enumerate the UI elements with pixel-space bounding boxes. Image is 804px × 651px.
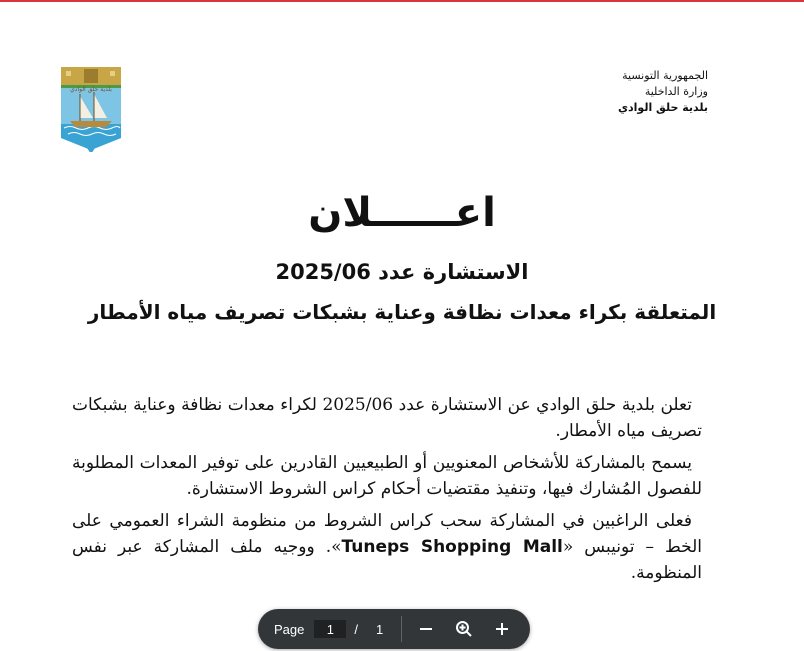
tuneps-brand: Tuneps Shopping Mall: [341, 537, 563, 557]
emblem-shield-icon: [60, 66, 122, 152]
zoom-in-button[interactable]: [488, 615, 516, 643]
paragraph-3-outro: ». ووجيه ملف المشاركة عبر نفس المنظومة.: [72, 537, 702, 583]
body-paragraph-1: تعلن بلدية حلق الوادي عن الاستشارة عدد 2025/06 لكراء معدات نظافة وعناية بشبكات تصريف مياه الأمطار.: [72, 395, 702, 441]
zoom-in-icon: [494, 621, 510, 637]
consultation-subject: المتعلقة بكراء معدات نظافة وعناية بشبكات تصريف مياه الأمطار: [87, 300, 717, 324]
municipality-emblem: [60, 66, 122, 152]
pdf-page-toolbar: [258, 609, 530, 649]
ministry-name: وزارة الداخلية: [644, 85, 708, 98]
country-name: الجمهورية التونسية: [622, 69, 708, 82]
emblem-ship-hull: [70, 121, 112, 127]
page-separator: /: [354, 621, 358, 637]
paragraph-3-intro: فعلى الراغبين في المشاركة سحب كراس الشروط من منظومة الشراء العمومي على الخط – تونيبس «: [72, 511, 703, 557]
body-paragraph-3: [72, 508, 702, 586]
zoom-out-icon: [418, 621, 434, 637]
zoom-fit-button[interactable]: [450, 615, 478, 643]
announcement-body: [72, 392, 702, 592]
announcement-title: اعــــــلان: [308, 190, 496, 236]
government-header: [488, 68, 708, 116]
municipality-name: بلدية حلق الوادي: [617, 101, 708, 114]
consultation-number: الاستشارة عدد 2025/06: [275, 260, 529, 284]
emblem-fort-gate: [84, 69, 98, 83]
top-accent-line: [0, 0, 804, 2]
page-label: Page: [274, 621, 305, 637]
page-number-input[interactable]: [314, 620, 346, 638]
zoom-out-button[interactable]: [412, 615, 440, 643]
body-paragraph-2: يسمح بالمشاركة للأشخاص المعنويين أو الطبيعيين القادرين على توفير المعدات المطلوبة للفصول المُشارك فيها، وتنفيذ مقتضيات أحكام كراس الشروط الاستشارة.: [72, 453, 702, 499]
zoom-fit-icon: [455, 620, 473, 638]
emblem-caption: بلدية حلق الوادي: [70, 86, 112, 93]
toolbar-divider: [401, 616, 402, 642]
page-total: 1: [376, 621, 384, 637]
